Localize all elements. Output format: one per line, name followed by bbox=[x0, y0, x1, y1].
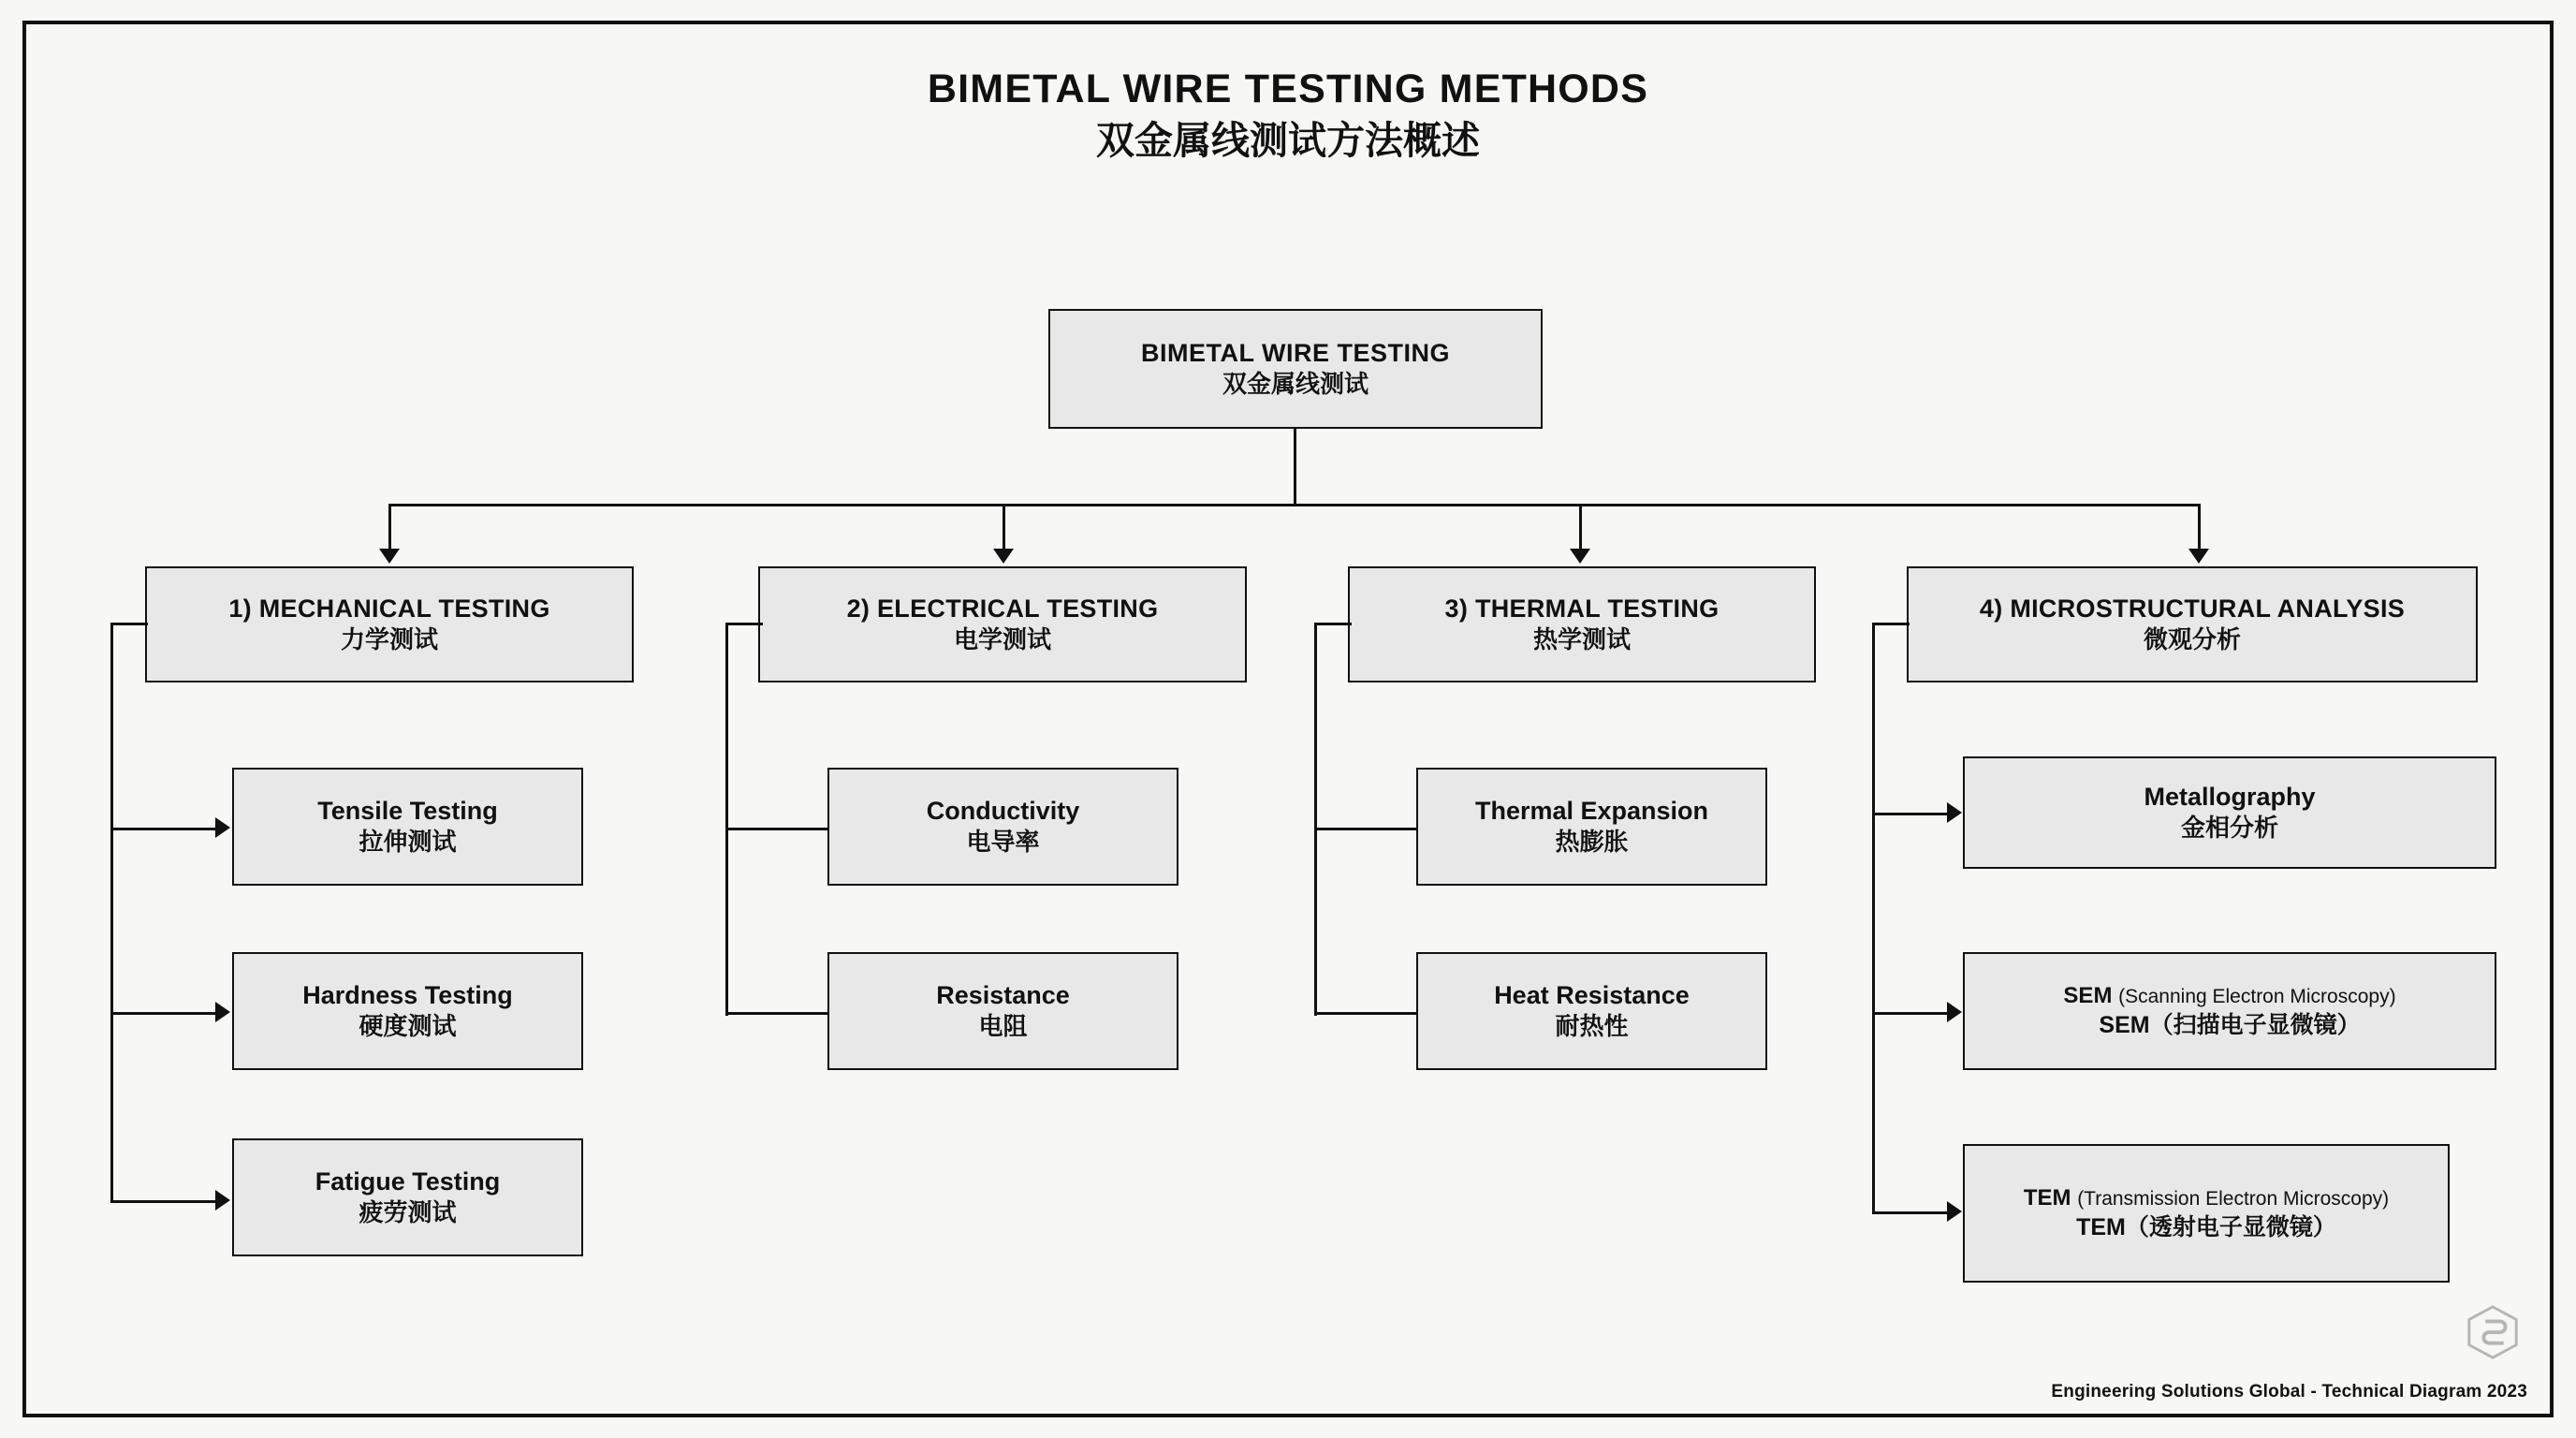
node-category-4-label-en: 4) MICROSTRUCTURAL ANALYSIS bbox=[1979, 594, 2406, 623]
node-category-3-label-zh: 热学测试 bbox=[1532, 624, 1631, 653]
page-title bbox=[0, 66, 2576, 165]
node-leaf-metallography[interactable] bbox=[1963, 756, 2496, 869]
node-leaf-tem[interactable] bbox=[1963, 1144, 2450, 1283]
title-chinese: 双金属线测试方法概述 bbox=[1096, 118, 1480, 162]
node-leaf-3-2-label-zh: 耐热性 bbox=[1555, 1011, 1629, 1040]
connector-spine-3 bbox=[1314, 623, 1317, 1016]
connector-branch-3-1 bbox=[1314, 828, 1421, 830]
connector-branch-1-2 bbox=[110, 1012, 217, 1015]
connector-spine-1-top bbox=[110, 623, 148, 625]
node-category-electrical-testing[interactable] bbox=[758, 566, 1247, 682]
company-logo-icon bbox=[2464, 1303, 2522, 1361]
footer-credit: Engineering Solutions Global - Technical Diagram 2023 bbox=[2051, 1382, 2527, 1401]
node-root-label-zh: 双金属线测试 bbox=[1222, 369, 1368, 398]
connector-drop-4 bbox=[2198, 504, 2201, 550]
node-leaf-4-3-label-zh: TEM（透射电子显微镜） bbox=[2076, 1213, 2336, 1240]
node-leaf-4-2-sublabel-en: (Scanning Electron Microscopy) bbox=[2118, 986, 2396, 1008]
node-leaf-fatigue-testing[interactable] bbox=[232, 1138, 583, 1256]
node-root-label-en: BIMETAL WIRE TESTING bbox=[1141, 338, 1450, 367]
node-leaf-1-3-label-en: Fatigue Testing bbox=[315, 1167, 501, 1196]
arrow-to-leaf-1-1 bbox=[215, 817, 230, 838]
node-category-mechanical-testing[interactable] bbox=[145, 566, 634, 682]
arrow-to-category-3 bbox=[1570, 549, 1590, 564]
connector-branch-1-1 bbox=[110, 828, 217, 830]
node-leaf-4-3-label-en: TEM bbox=[2023, 1185, 2071, 1211]
node-leaf-3-1-label-en: Thermal Expansion bbox=[1474, 796, 1709, 825]
node-leaf-2-2-label-en: Resistance bbox=[936, 980, 1070, 1009]
node-root[interactable] bbox=[1048, 309, 1543, 429]
node-leaf-4-2-line-en bbox=[2063, 982, 2395, 1009]
node-leaf-4-3-line-en bbox=[2024, 1184, 2389, 1211]
node-leaf-3-1-label-zh: 热膨胀 bbox=[1555, 827, 1629, 856]
connector-branch-3-2 bbox=[1314, 1012, 1421, 1015]
connector-drop-2 bbox=[1003, 504, 1005, 550]
node-leaf-conductivity[interactable] bbox=[827, 768, 1178, 886]
connector-root-stem bbox=[1294, 429, 1296, 506]
arrow-to-category-4 bbox=[2188, 549, 2209, 564]
node-category-4-label-zh: 微观分析 bbox=[2143, 624, 2241, 653]
node-category-1-label-en: 1) MECHANICAL TESTING bbox=[228, 594, 550, 623]
node-leaf-1-3-label-zh: 疲劳测试 bbox=[359, 1197, 457, 1226]
connector-branch-4-3 bbox=[1872, 1211, 1949, 1214]
node-category-3-label-en: 3) THERMAL TESTING bbox=[1444, 594, 1720, 623]
node-leaf-1-2-label-zh: 硬度测试 bbox=[359, 1011, 457, 1040]
connector-spine-2 bbox=[725, 623, 728, 1016]
arrow-to-category-2 bbox=[993, 549, 1014, 564]
node-leaf-1-1-label-zh: 拉伸测试 bbox=[359, 827, 457, 856]
arrow-to-leaf-4-1 bbox=[1947, 802, 1962, 823]
arrow-to-category-1 bbox=[379, 549, 400, 564]
node-leaf-resistance[interactable] bbox=[827, 952, 1178, 1070]
node-leaf-hardness-testing[interactable] bbox=[232, 952, 583, 1070]
node-leaf-tensile-testing[interactable] bbox=[232, 768, 583, 886]
node-category-1-label-zh: 力学测试 bbox=[340, 624, 438, 653]
connector-branch-1-3 bbox=[110, 1200, 217, 1203]
node-leaf-4-2-label-zh: SEM（扫描电子显微镜） bbox=[2099, 1011, 2361, 1038]
node-leaf-heat-resistance[interactable] bbox=[1416, 952, 1767, 1070]
node-leaf-1-1-label-en: Tensile Testing bbox=[317, 796, 498, 825]
node-leaf-4-1-label-en: Metallography bbox=[2144, 782, 2316, 811]
connector-bus bbox=[388, 504, 2201, 506]
node-leaf-thermal-expansion[interactable] bbox=[1416, 768, 1767, 886]
connector-drop-3 bbox=[1579, 504, 1582, 550]
node-category-thermal-testing[interactable] bbox=[1348, 566, 1816, 682]
connector-spine-4 bbox=[1872, 623, 1875, 1212]
connector-spine-4-top bbox=[1872, 623, 1910, 625]
connector-drop-1 bbox=[388, 504, 391, 550]
node-leaf-2-2-label-zh: 电阻 bbox=[978, 1011, 1028, 1040]
connector-branch-2-2 bbox=[725, 1012, 832, 1015]
node-leaf-2-1-label-zh: 电导率 bbox=[966, 827, 1040, 856]
node-leaf-4-3-sublabel-en: (Transmission Electron Microscopy) bbox=[2077, 1188, 2390, 1211]
connector-branch-2-1 bbox=[725, 828, 832, 830]
node-category-2-label-en: 2) ELECTRICAL TESTING bbox=[846, 594, 1159, 623]
node-leaf-3-2-label-en: Heat Resistance bbox=[1494, 980, 1690, 1009]
node-leaf-2-1-label-en: Conductivity bbox=[926, 796, 1080, 825]
arrow-to-leaf-4-3 bbox=[1947, 1201, 1962, 1222]
arrow-to-leaf-1-2 bbox=[215, 1002, 230, 1022]
node-category-2-label-zh: 电学测试 bbox=[953, 624, 1051, 653]
node-category-microstructural-analysis[interactable] bbox=[1907, 566, 2478, 682]
node-leaf-4-2-label-en: SEM bbox=[2063, 983, 2113, 1009]
node-leaf-1-2-label-en: Hardness Testing bbox=[302, 980, 513, 1009]
connector-branch-4-1 bbox=[1872, 813, 1949, 815]
connector-spine-3-top bbox=[1314, 623, 1352, 625]
arrow-to-leaf-1-3 bbox=[215, 1190, 230, 1211]
arrow-to-leaf-4-2 bbox=[1947, 1002, 1962, 1022]
node-leaf-4-1-label-zh: 金相分析 bbox=[2180, 813, 2278, 842]
connector-branch-4-2 bbox=[1872, 1012, 1949, 1015]
title-english: BIMETAL WIRE TESTING METHODS bbox=[927, 66, 1649, 111]
connector-spine-2-top bbox=[725, 623, 763, 625]
node-leaf-sem[interactable] bbox=[1963, 952, 2496, 1070]
connector-spine-1 bbox=[110, 623, 113, 1203]
